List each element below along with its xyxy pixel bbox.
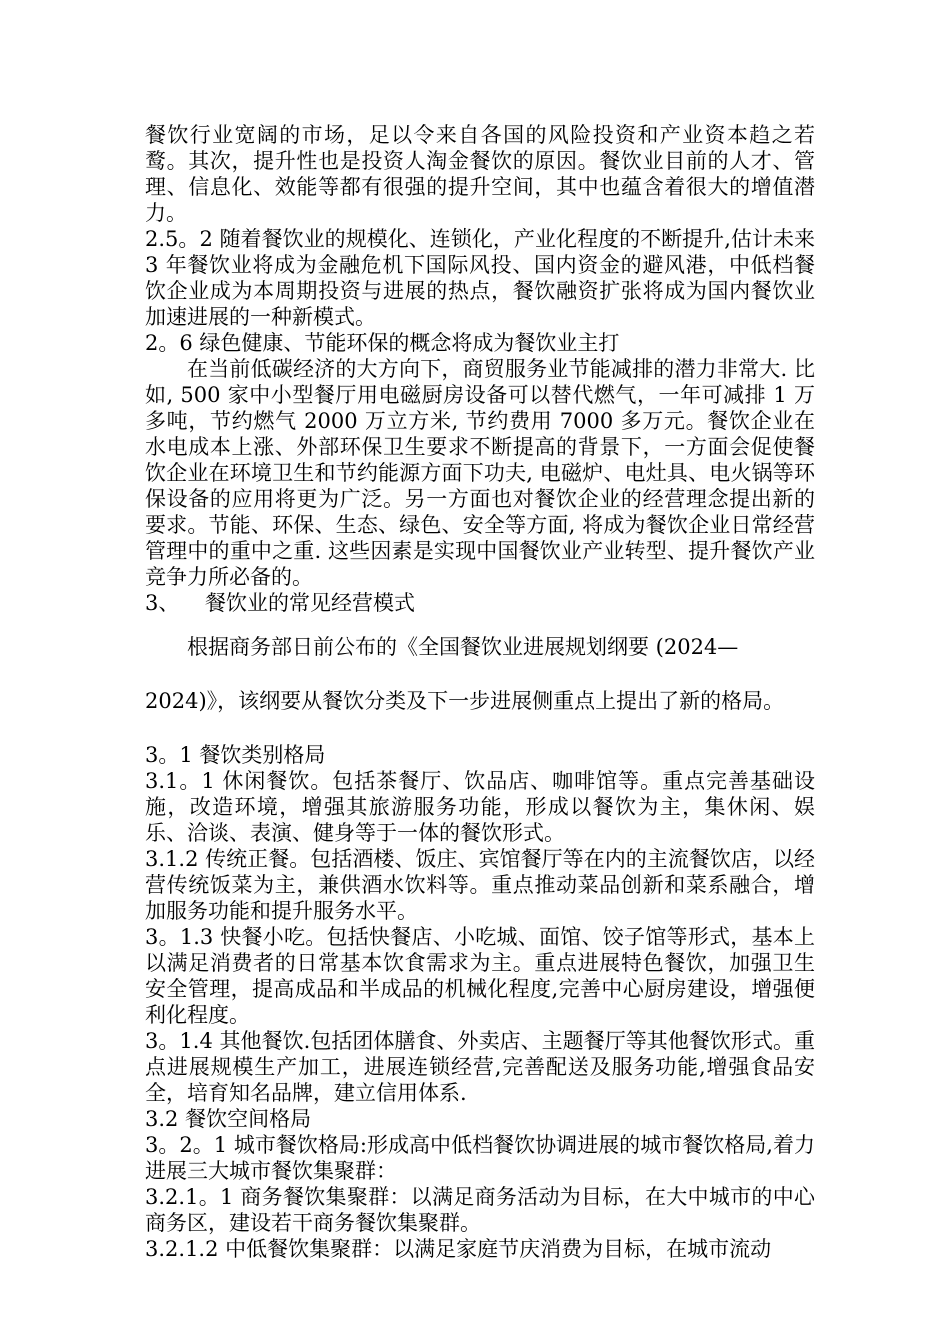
paragraph-low-carbon: 在当前低碳经济的大方向下，商贸服务业节能减排的潜力非常大. 比如, 500 家中小型餐厅用电磁厨房设备可以替代燃气，一年可减排 1 万多吨，节约燃气 2000 万立方米, 节约费用 7000 多万元。餐饮企业在水电成本上涨、外部环保卫生要求不断提高的背景下，一方面会促使餐饮企业在环境卫生和节约能源方面下功夫, 电磁炉、电灶具、电火锅等环保设备的应用将更为广泛。另一方面也对餐饮企业的经营理念提出新的要求。节能、环保、生态、绿色、安全等方面, 将成为餐饮企业日常经营管理中的重中之重. 这些因素是实现中国餐饮业产业转型、提升餐饮产业竞争力所必备的。 — [145, 357, 815, 589]
heading-3-2: 3.2 餐饮空间格局 — [145, 1107, 312, 1131]
paragraph-3-1-1: 3.1。1 休闲餐饮。包括茶餐厅、饮品店、咖啡馆等。重点完善基础设施，改造环境，增强其旅游服务功能，形成以餐饮为主，集休闲、娱乐、洽谈、表演、健身等于一体的餐饮形式。 — [145, 769, 815, 845]
document-body — [145, 122, 815, 1262]
section-3-title: 餐饮业的常见经营模式 — [205, 591, 415, 615]
heading-2-6: 2。6 绿色健康、节能环保的概念将成为餐饮业主打 — [145, 331, 620, 355]
paragraph-3-1-2: 3.1.2 传统正餐。包括酒楼、饭庄、宾馆餐厅等在内的主流餐饮店，以经营传统饭菜为主，兼供酒水饮料等。重点推动菜品创新和菜系融合，增加服务功能和提升服务水平。 — [145, 847, 815, 923]
paragraph-3-2-1: 3。2。1 城市餐饮格局:形成高中低档餐饮协调进展的城市餐饮格局,着力进展三大城市餐饮集聚群： — [145, 1133, 815, 1183]
paragraph-3-2-1-2: 3.2.1.2 中低餐饮集聚群：以满足家庭节庆消费为目标，在城市流动 — [145, 1237, 772, 1261]
section-3-number: 3、 — [145, 591, 180, 615]
intro-line-1: 根据商务部日前公布的《全国餐饮业进展规划纲要 (2024— — [187, 635, 739, 659]
paragraph-market: 餐饮行业宽阔的市场，足以令来自各国的风险投资和产业资本趋之若鹜。其次，提升性也是投资人淘金餐饮的原因。餐饮业目前的人才、管理、信息化、效能等都有很强的提升空间，其中也蕴含着很大的增值潜力。 — [145, 123, 815, 225]
heading-3-1: 3。1 餐饮类别格局 — [145, 743, 326, 767]
paragraph-3-1-3: 3。1.3 快餐小吃。包括快餐店、小吃城、面馆、饺子馆等形式，基本上以满足消费者的日常基本饮食需求为主。重点进展特色餐饮，加强卫生安全管理，提高成品和半成品的机械化程度,完善中心厨房建设，增强便利化程度。 — [145, 925, 815, 1027]
paragraph-3-1-4: 3。1.4 其他餐饮.包括团体膳食、外卖店、主题餐厅等其他餐饮形式。重点进展规模生产加工，进展连锁经营,完善配送及服务功能,增强食品安全，培育知名品牌，建立信用体系. — [145, 1029, 815, 1105]
section-3-heading — [145, 590, 815, 616]
paragraph-3-2-1-1: 3.2.1。1 商务餐饮集聚群：以满足商务活动为目标，在大中城市的中心商务区，建设若干商务餐饮集聚群。 — [145, 1185, 815, 1235]
intro-line-2: 2024)》，该纲要从餐饮分类及下一步进展侧重点上提出了新的格局。 — [145, 689, 785, 713]
blank-line — [145, 714, 815, 742]
paragraph-2-5-2: 2.5。2 随着餐饮业的规模化、连锁化，产业化程度的不断提升,估计未来 3 年餐饮业将成为金融危机下国际风投、国内资金的避风港，中低档餐饮企业成为本周期投资与进展的热点，餐饮融资扩张将成为国内餐饮业加速进展的一种新模式。 — [145, 227, 815, 329]
